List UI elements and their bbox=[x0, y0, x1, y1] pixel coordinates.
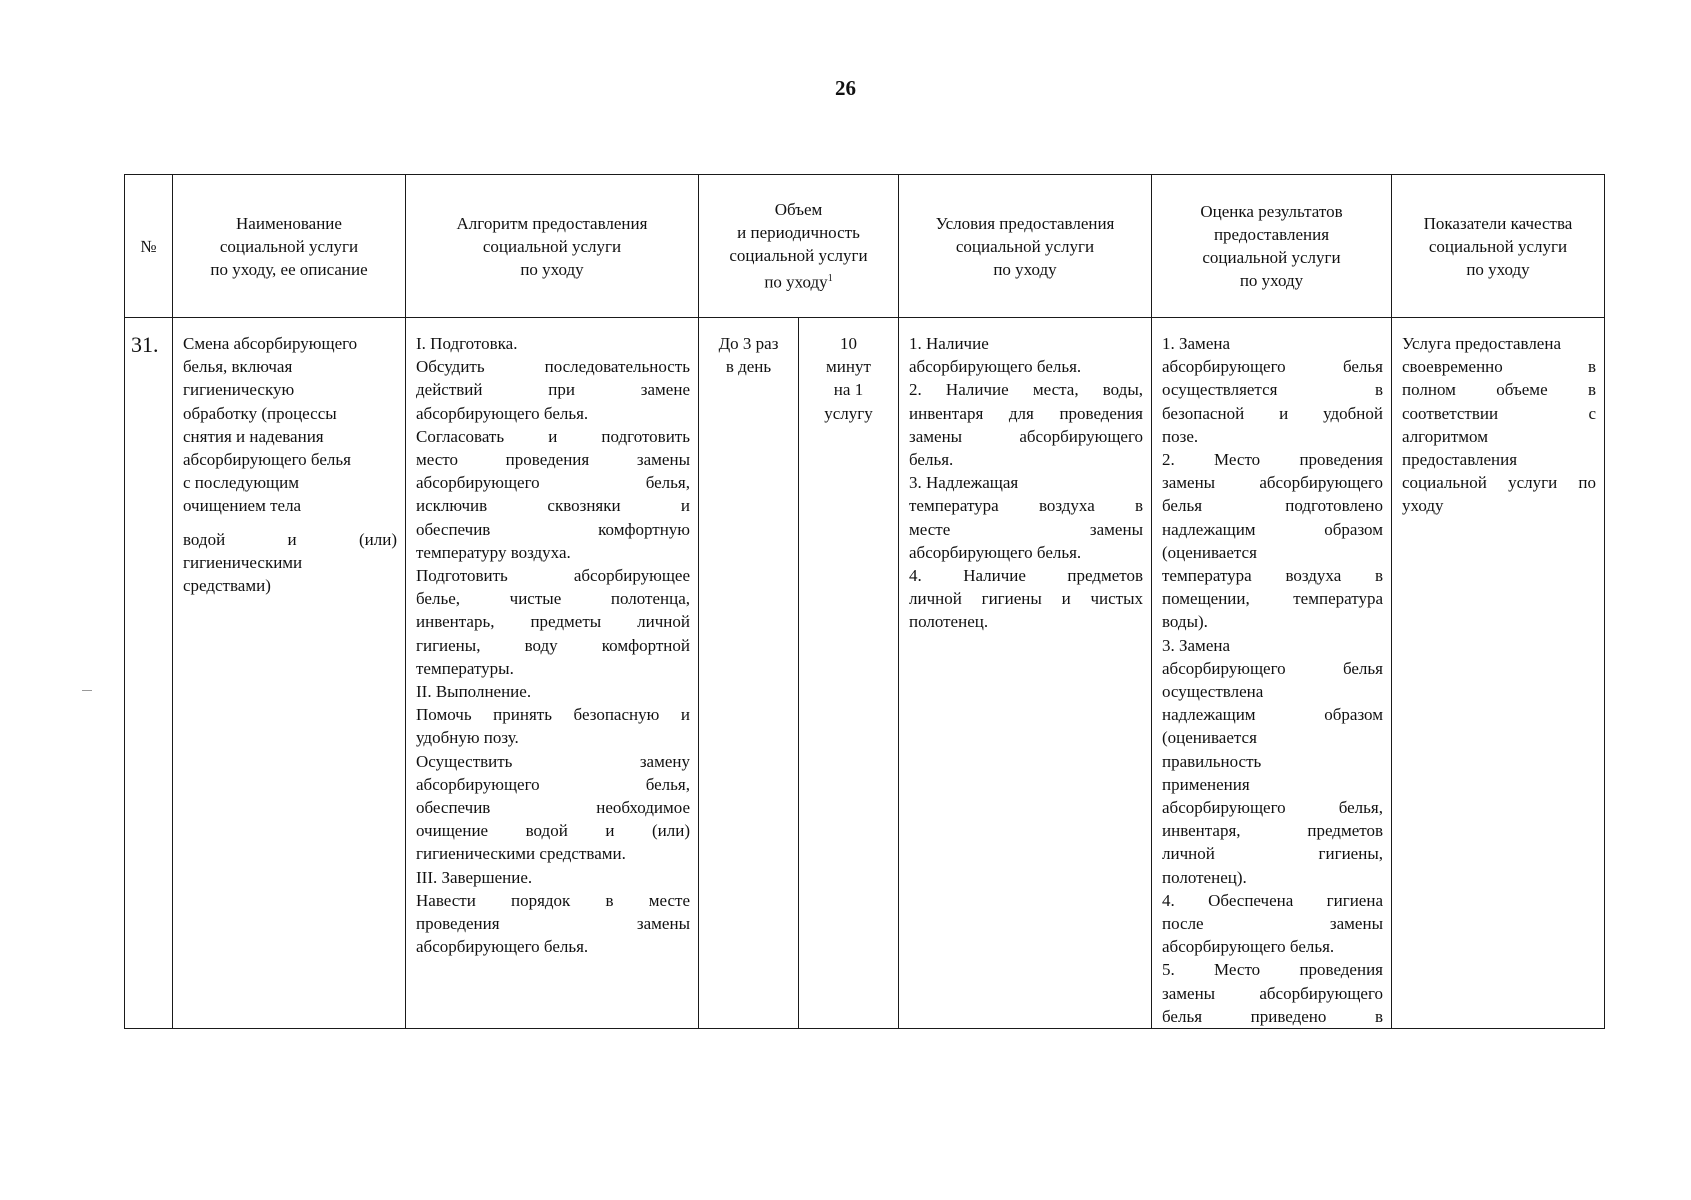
text-line: 10 bbox=[840, 334, 857, 353]
text-line: гигиеническими средствами. bbox=[416, 844, 626, 864]
text-line: в день bbox=[725, 357, 772, 377]
text-line: 4. Наличие предметов bbox=[909, 566, 1143, 586]
text-line: (оценивается bbox=[1162, 542, 1257, 562]
row-quality bbox=[1392, 318, 1605, 1029]
table-header-row bbox=[125, 175, 1605, 318]
text-line: минут bbox=[826, 357, 871, 377]
text-line: белья. bbox=[909, 450, 954, 470]
text-line: абсорбирующего белья. bbox=[909, 357, 1082, 377]
text-line: белье, чистые полотенца, bbox=[416, 589, 690, 609]
text-line: удобную позу. bbox=[416, 728, 519, 748]
text-line: 3. Надлежащая bbox=[909, 473, 1019, 493]
services-table bbox=[124, 174, 1605, 1029]
text-line: III. Завершение. bbox=[416, 867, 533, 887]
text-line: абсорбирующего белья, bbox=[416, 774, 690, 794]
text-line: 1. Замена bbox=[1162, 334, 1231, 353]
text-line: обеспечив необходимое bbox=[416, 798, 690, 818]
text-line: обеспечив комфортную bbox=[416, 519, 690, 539]
text-line: личной гигиены и чистых bbox=[909, 589, 1143, 609]
text-line: гигиеническую bbox=[183, 380, 295, 400]
header-evaluation: Оценка результатов предоставления социальной услуги по уходу bbox=[1152, 175, 1392, 318]
text-line: 4. Обеспечена гигиена bbox=[1162, 890, 1383, 910]
text-line: Помочь принять безопасную и bbox=[416, 705, 690, 725]
row-num: 31. bbox=[125, 318, 173, 1029]
text-line: 1. Наличие bbox=[909, 334, 989, 353]
text-line: Осуществить замену bbox=[416, 751, 690, 771]
table-row bbox=[125, 318, 1605, 1029]
header-volume: Объем и периодичность социальной услуги по уходу$^1$ bbox=[699, 175, 899, 318]
text-line: надлежащим образом bbox=[1162, 705, 1383, 725]
text-line: 2. Место проведения bbox=[1162, 450, 1383, 470]
text-line: температуры. bbox=[416, 658, 514, 678]
text-line: позе. bbox=[1162, 426, 1199, 446]
text-line: социальной услуги по bbox=[1402, 473, 1596, 493]
text-line: личной гигиены, bbox=[1162, 844, 1383, 864]
text-line: Навести порядок в месте bbox=[416, 890, 690, 910]
text-line: абсорбирующего белья. bbox=[909, 542, 1082, 562]
text-line: осуществляется в bbox=[1162, 380, 1383, 400]
text-line: проведения замены bbox=[416, 914, 690, 934]
text-line: абсорбирующего белья. bbox=[1162, 937, 1335, 957]
text-line: полотенец. bbox=[909, 612, 989, 632]
text-line: применения bbox=[1162, 774, 1250, 794]
text-line: инвентарь, предметы личной bbox=[416, 612, 690, 632]
text-line: на 1 bbox=[833, 380, 864, 400]
text-line: исключив сквозняки и bbox=[416, 496, 690, 516]
text-line: абсорбирующего белья, bbox=[1162, 798, 1383, 818]
text-line: абсорбирующего белья bbox=[1162, 658, 1383, 678]
text-line: II. Выполнение. bbox=[416, 682, 532, 702]
text-line: (оценивается bbox=[1162, 728, 1257, 748]
text-line: Услуга предоставлена bbox=[1402, 334, 1561, 353]
text-line: гигиеническими bbox=[183, 552, 303, 572]
text-line: замены абсорбирующего bbox=[909, 426, 1143, 446]
text-line: температура воздуха в bbox=[1162, 566, 1383, 586]
text-line: Смена абсорбирующего bbox=[183, 334, 358, 353]
text-line: 3. Замена bbox=[1162, 635, 1231, 655]
text-line: полотенец). bbox=[1162, 867, 1247, 887]
header-name: Наименование социальной услуги по уходу, ее описание bbox=[173, 175, 406, 318]
header-conditions: Условия предоставления социальной услуги по уходу bbox=[899, 175, 1152, 318]
text-line: безопасной и удобной bbox=[1162, 403, 1383, 423]
header-num: № bbox=[125, 175, 173, 318]
page-number: 26 bbox=[835, 76, 856, 100]
text-line: действий при замене bbox=[416, 380, 690, 400]
text-line: абсорбирующего белья. bbox=[416, 403, 589, 423]
text-line: соответствии с bbox=[1402, 403, 1596, 423]
text-line: замены абсорбирующего bbox=[1162, 473, 1383, 493]
text-line: температура воздуха в bbox=[909, 496, 1143, 516]
row-algorithm bbox=[406, 318, 699, 1029]
text-line: белья, включая bbox=[183, 357, 293, 377]
text-line: гигиены, воду комфортной bbox=[416, 635, 690, 655]
text-line: инвентаря, предметов bbox=[1162, 821, 1383, 841]
text-line: уходу bbox=[1402, 496, 1444, 516]
text-line: снятия и надевания bbox=[183, 426, 324, 446]
text-line: предоставления bbox=[1402, 450, 1518, 470]
row-name bbox=[173, 318, 406, 1029]
footnote-mark: 1 bbox=[827, 273, 833, 285]
text-line: белья подготовлено bbox=[1162, 496, 1383, 516]
text-line: Согласовать и подготовить bbox=[416, 426, 690, 446]
text-line: своевременно в bbox=[1402, 357, 1596, 377]
row-conditions bbox=[899, 318, 1152, 1029]
text-line: услугу bbox=[824, 403, 873, 423]
row-frequency bbox=[699, 318, 799, 1029]
text-line: очищением тела bbox=[183, 496, 302, 516]
text-line: 2. Наличие места, воды, bbox=[909, 380, 1143, 400]
text-line: помещении, температура bbox=[1162, 589, 1383, 609]
text-line: Обсудить последовательность bbox=[416, 357, 690, 377]
row-duration bbox=[799, 318, 899, 1029]
text-line: Подготовить абсорбирующее bbox=[416, 566, 690, 586]
text-line: абсорбирующего белья bbox=[183, 450, 351, 470]
scan-speck bbox=[82, 690, 92, 691]
text-line: осуществлена bbox=[1162, 682, 1264, 702]
text-line: воды). bbox=[1162, 612, 1208, 632]
text-line: после замены bbox=[1162, 914, 1383, 934]
text-line: белья приведено в bbox=[1162, 1006, 1383, 1026]
text-line: алгоритмом bbox=[1402, 426, 1488, 446]
text-line: абсорбирующего белья bbox=[1162, 357, 1383, 377]
text-line: правильность bbox=[1162, 751, 1262, 771]
text-line: I. Подготовка. bbox=[416, 334, 518, 353]
text-line: надлежащим образом bbox=[1162, 519, 1383, 539]
row-evaluation bbox=[1152, 318, 1392, 1029]
text-line: средствами) bbox=[183, 576, 271, 596]
text-line: абсорбирующего белья. bbox=[416, 937, 589, 957]
text-line: полном объеме в bbox=[1402, 380, 1596, 400]
text-line: с последующим bbox=[183, 473, 299, 493]
header-algorithm: Алгоритм предоставления социальной услуги по уходу bbox=[406, 175, 699, 318]
text-line: очищение водой и (или) bbox=[416, 821, 690, 841]
text-line: водой и (или) bbox=[183, 529, 397, 549]
text-line: температуру воздуха. bbox=[416, 542, 571, 562]
text-line: 5. Место проведения bbox=[1162, 960, 1383, 980]
text-line: До 3 раз bbox=[718, 334, 779, 353]
text-line: абсорбирующего белья, bbox=[416, 473, 690, 493]
text-line: месте замены bbox=[909, 519, 1143, 539]
text-line: обработку (процессы bbox=[183, 403, 337, 423]
text-line: место проведения замены bbox=[416, 450, 690, 470]
header-quality: Показатели качества социальной услуги по уходу bbox=[1392, 175, 1605, 318]
text-line: замены абсорбирующего bbox=[1162, 983, 1383, 1003]
text-line: инвентаря для проведения bbox=[909, 403, 1143, 423]
